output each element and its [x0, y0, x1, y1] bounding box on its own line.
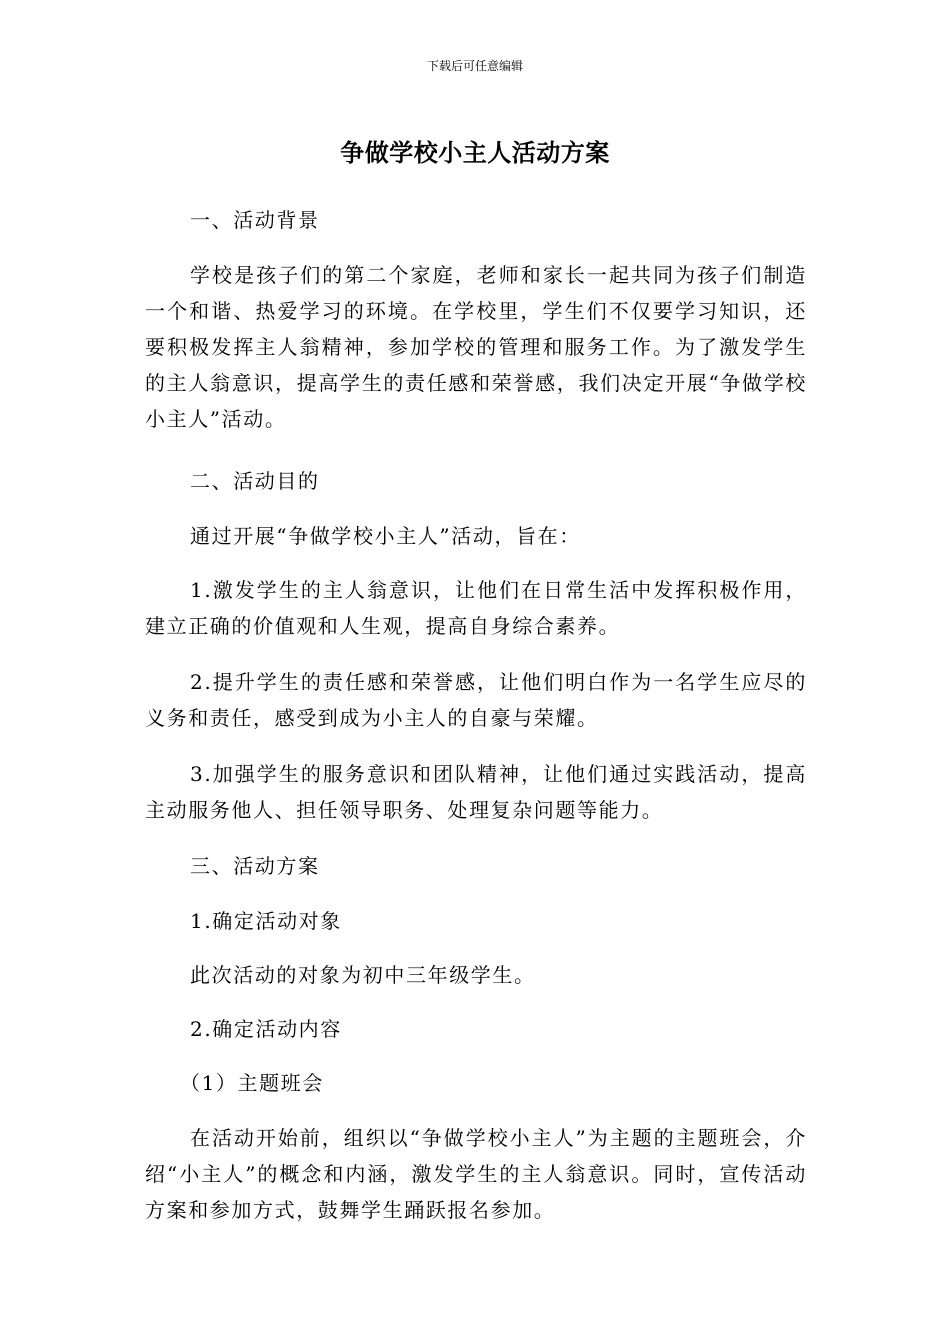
list-item-purpose-2: 2.提升学生的责任感和荣誉感，让他们明白作为一名学生应尽的义务和责任，感受到成为小主人的自豪与荣耀。 [145, 670, 807, 730]
paragraph-background: 学校是孩子们的第二个家庭，老师和家长一起共同为孩子们制造一个和谐、热爱学习的环境。在学校里，学生们不仅要学习知识，还要积极发挥主人翁精神，参加学校的管理和服务工作。为了激发学生的主人翁意识，提高学生的责任感和荣誉感，我们决定开展“争做学校小主人”活动。 [145, 263, 807, 431]
paragraph-class-meeting: 在活动开始前，组织以“争做学校小主人”为主题的主题班会，介绍“小主人”的概念和内涵，激发学生的主人翁意识。同时，宣传活动方案和参加方式，鼓舞学生踊跃报名参加。 [145, 1126, 807, 1222]
section-heading-purpose: 二、活动目的 [190, 469, 320, 493]
paragraph-purpose-intro: 通过开展“争做学校小主人”活动，旨在： [190, 524, 581, 548]
subheading-content: 2.确定活动内容 [190, 1017, 342, 1041]
subheading-target: 1.确定活动对象 [190, 909, 342, 933]
list-item-purpose-3: 3.加强学生的服务意识和团队精神，让他们通过实践活动，提高主动服务他人、担任领导职务、处理复杂问题等能力。 [145, 762, 807, 822]
subheading-class-meeting: （1）主题班会 [180, 1071, 324, 1095]
section-heading-plan: 三、活动方案 [190, 854, 320, 878]
header-note: 下载后可任意编辑 [426, 59, 523, 73]
section-heading-background: 一、活动背景 [190, 208, 320, 232]
document-title: 争做学校小主人活动方案 [340, 139, 610, 167]
paragraph-target: 此次活动的对象为初中三年级学生。 [190, 963, 536, 987]
list-item-purpose-1: 1.激发学生的主人翁意识，让他们在日常生活中发挥积极作用，建立正确的价值观和人生观，提高自身综合素养。 [145, 578, 807, 638]
